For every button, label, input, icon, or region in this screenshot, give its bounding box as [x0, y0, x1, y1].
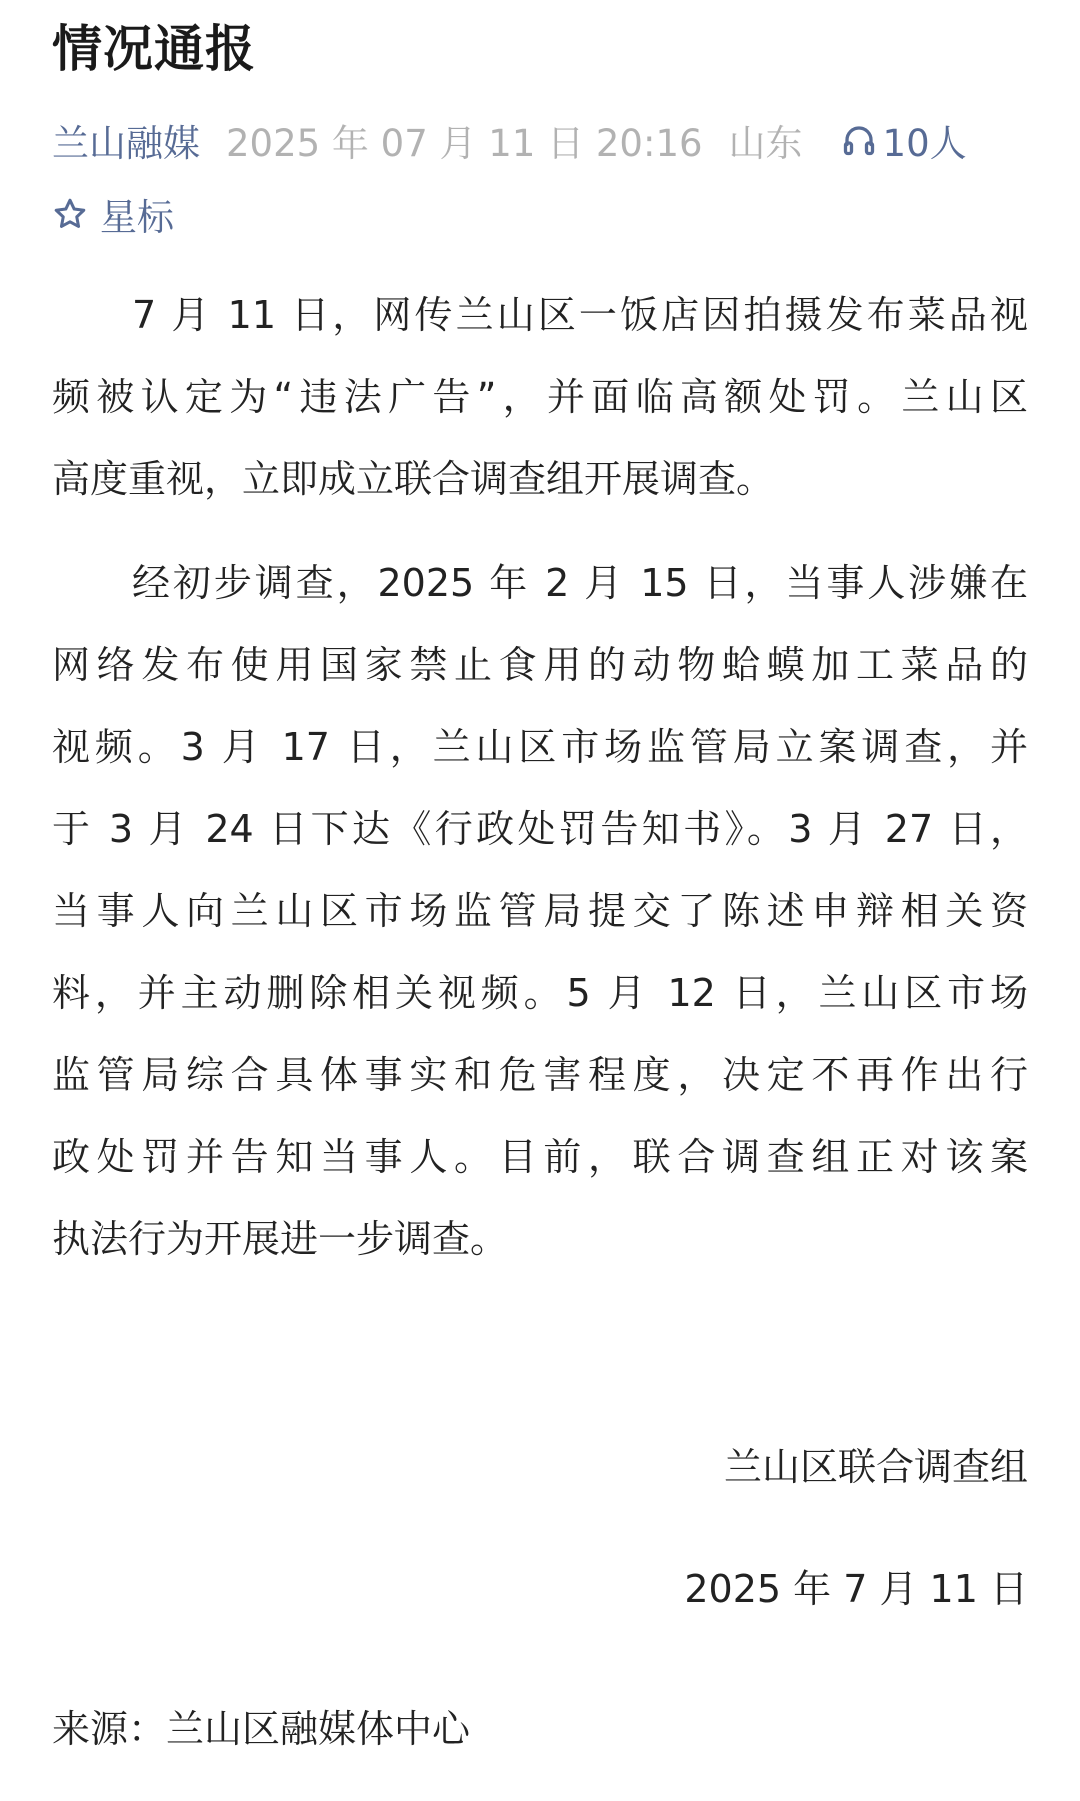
paragraph-line: 网络发布使用国家禁止食用的动物蛤蟆加工菜品的 [52, 643, 1028, 687]
listen-count: 10人 [882, 122, 967, 165]
publish-region: 山东 [728, 122, 803, 165]
paragraph-line: 当事人向兰山区市场监管局提交了陈述申辩相关资 [52, 889, 1028, 933]
listen-button[interactable] [841, 113, 967, 167]
paragraph-line: 政处罚并告知当事人。目前，联合调查组正对该案 [52, 1135, 1028, 1179]
source-line: 来源：兰山区融媒体中心 [52, 1707, 471, 1751]
paragraph-line: 视频。3 月 17 日，兰山区市场监管局立案调查，并 [52, 725, 1028, 769]
publish-datetime: 2025 年 07 月 11 日 20:16 [226, 122, 703, 165]
paragraph-2 [52, 542, 1028, 1280]
star-button[interactable] [52, 186, 174, 242]
article-title: 情况通报 [52, 20, 256, 78]
paragraph-1 [52, 274, 1028, 520]
signature: 兰山区联合调查组 [723, 1445, 1028, 1489]
account-name-link[interactable]: 兰山融媒 [52, 122, 200, 165]
paragraph-line: 监管局综合具体事实和危害程度，决定不再作出行 [52, 1053, 1028, 1097]
paragraph-line: 经初步调查，2025 年 2 月 15 日，当事人涉嫌在 [132, 561, 1028, 605]
sign-date: 2025 年 7 月 11 日 [684, 1567, 1028, 1611]
headphones-icon [841, 122, 877, 158]
paragraph-line: 7 月 11 日，网传兰山区一饭店因拍摄发布菜品视 [132, 293, 1028, 337]
paragraph-line: 频被认定为“违法广告”，并面临高额处罚。兰山区 [52, 375, 1028, 419]
article-meta [52, 112, 967, 168]
paragraph-line: 执法行为开展进一步调查。 [52, 1217, 509, 1261]
paragraph-line: 于 3 月 24 日下达《行政处罚告知书》。3 月 27 日， [52, 807, 1028, 851]
paragraph-line: 料，并主动删除相关视频。5 月 12 日，兰山区市场 [52, 971, 1028, 1015]
paragraph-line: 高度重视，立即成立联合调查组开展调查。 [52, 457, 775, 501]
star-label: 星标 [100, 196, 174, 239]
star-outline-icon [52, 196, 88, 232]
